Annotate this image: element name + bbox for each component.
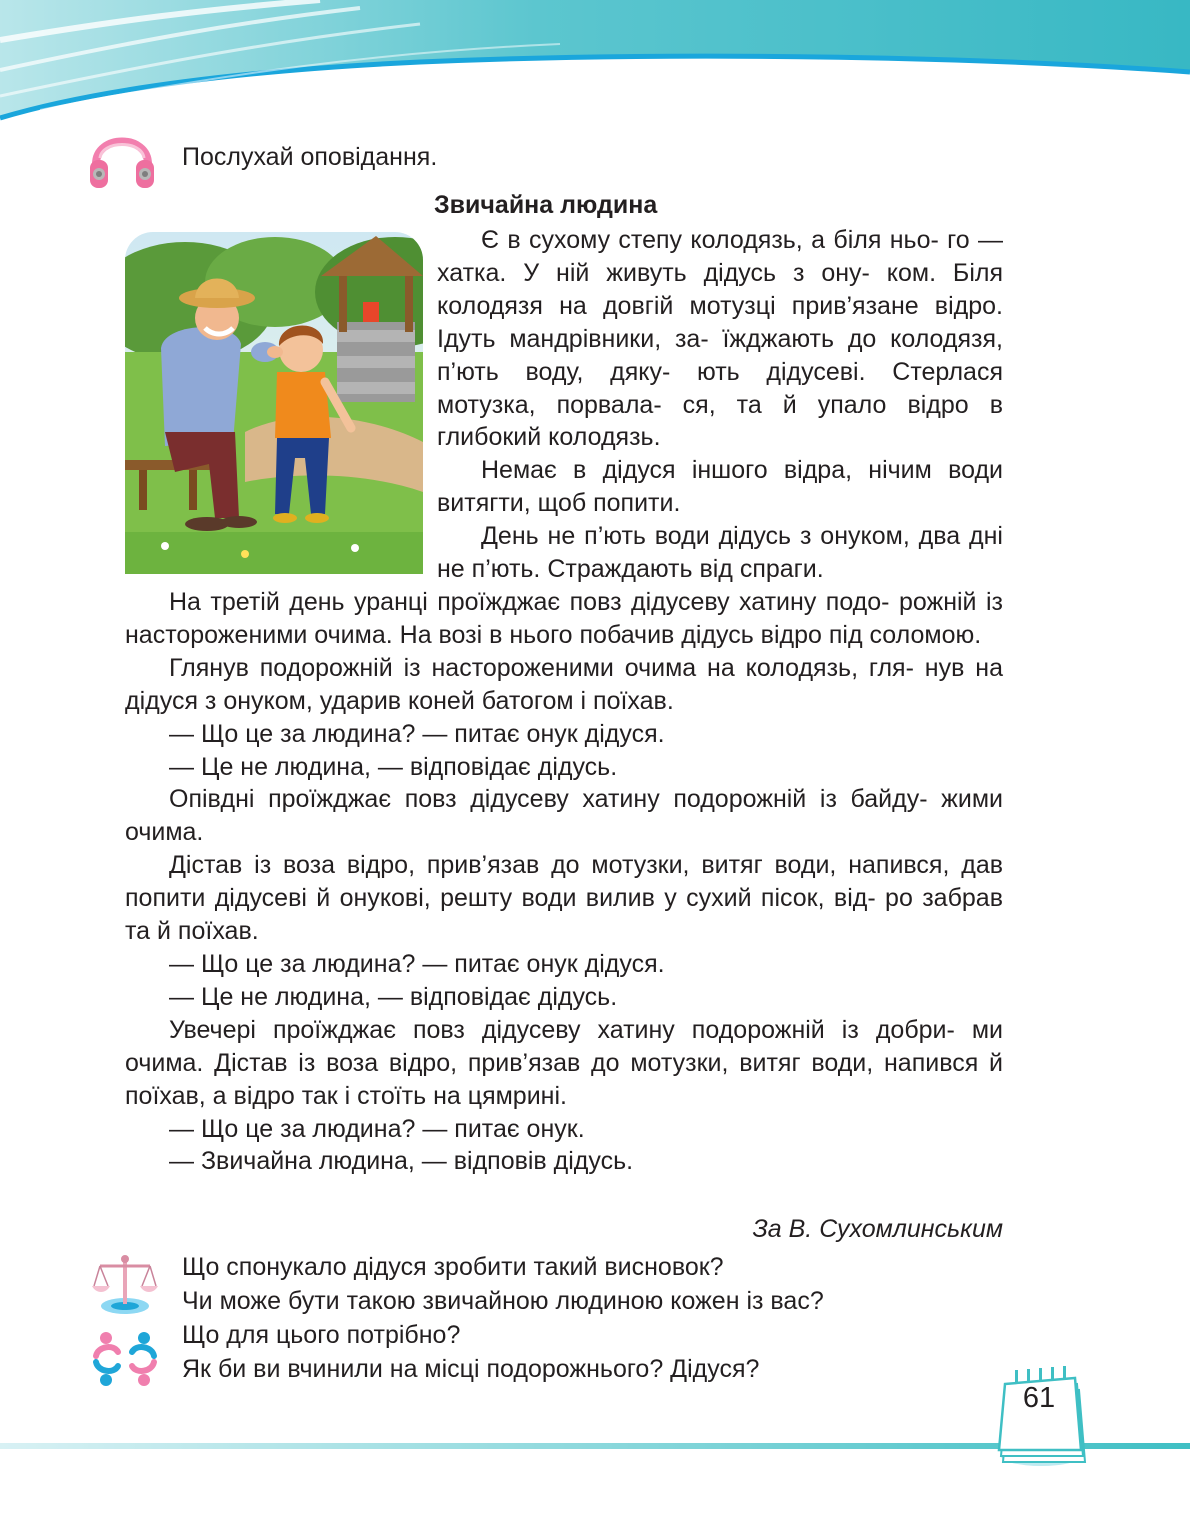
question-item: Чи може бути такою звичайною людиною кожен із вас? [182,1287,824,1315]
story-column-text [437,224,1003,586]
story-paragraph: На третій день уранці проїжджає повз дідусеву хатину подо- рожній із настороженими очима. На возі в нього побачив дідусь відро під соломою. [125,588,1003,649]
story-full-text [125,586,1003,1178]
story-paragraph: Увечері проїжджає повз дідусеву хатину подорожній із добри- ми очима. Дістав із воза відро, прив’язав до мотузки, витяг води, напився й поїхав, а відро так і стоїть на цямрині. [125,1015,1003,1110]
dialogue-line: — Що це за людина? — питає онук дідуся. [169,949,665,978]
scales-icon [92,1250,158,1316]
dialogue-line: — Це не людина, — відповідає дідусь. [169,752,618,781]
story-title: Звичайна людина [434,191,658,219]
dialogue-line: — Що це за людина? — питає онук дідуся. [169,719,665,748]
headphones-icon [86,122,158,194]
question-item: Що спонукало дідуся зробити такий висновок? [182,1253,724,1281]
questions-list [182,1250,824,1386]
story-paragraph: День не п’ють води дідусь з онуком, два дні не п’ють. Страждають від спраги. [437,522,1003,584]
story-paragraph: Глянув подорожній із настороженими очима на колодязь, гля- нув на дідуся з онуком, ударив коней батогом і поїхав. [125,653,1003,715]
group-work-icon [92,1326,158,1392]
page-number-badge [995,1362,1095,1472]
dialogue-line: — Що це за людина? — питає онук. [169,1114,585,1143]
page-number: 61 [1022,1382,1056,1414]
dialogue-line: — Звичайна людина, — відповів дідусь. [169,1147,634,1176]
story-attribution: За В. Сухомлинським [752,1215,1003,1243]
question-item: Що для цього потрібно? [182,1321,461,1349]
story-paragraph: Є в сухому степу колодязь, а біля ньо- го — хатка. У ній живуть дідусь з ону- ком. Біля колодязя на довгій мотузці прив’язане відро. Ідуть мандрівники, за- їжджають до колодязя, п’ють воду, дяку- ють дідусеві. Стерлася мотузка, порвала- ся, та й упало відро в глибокий колодязь. [437,226,1003,452]
story-paragraph: Немає в дідуся іншого відра, нічим води витягти, щоб попити. [437,456,1003,518]
header-band [0,0,1190,140]
dialogue-line: — Це не людина, — відповідає дідусь. [169,982,618,1011]
question-item: Як би ви вчинили на місці подорожнього? Дідуся? [182,1355,760,1383]
story-paragraph: Опівдні проїжджає повз дідусеву хатину подорожній із байду- жими очима. [125,785,1003,847]
story-paragraph: Дістав із воза відро, прив’язав до мотузки, витяг води, напився, дав попити дідусеві й онукові, решту води вилив у сухий пісок, від- ро забрав та й поїхав. [125,851,1003,946]
instruction-text: Послухай оповідання. [182,143,438,171]
story-illustration [125,232,423,574]
